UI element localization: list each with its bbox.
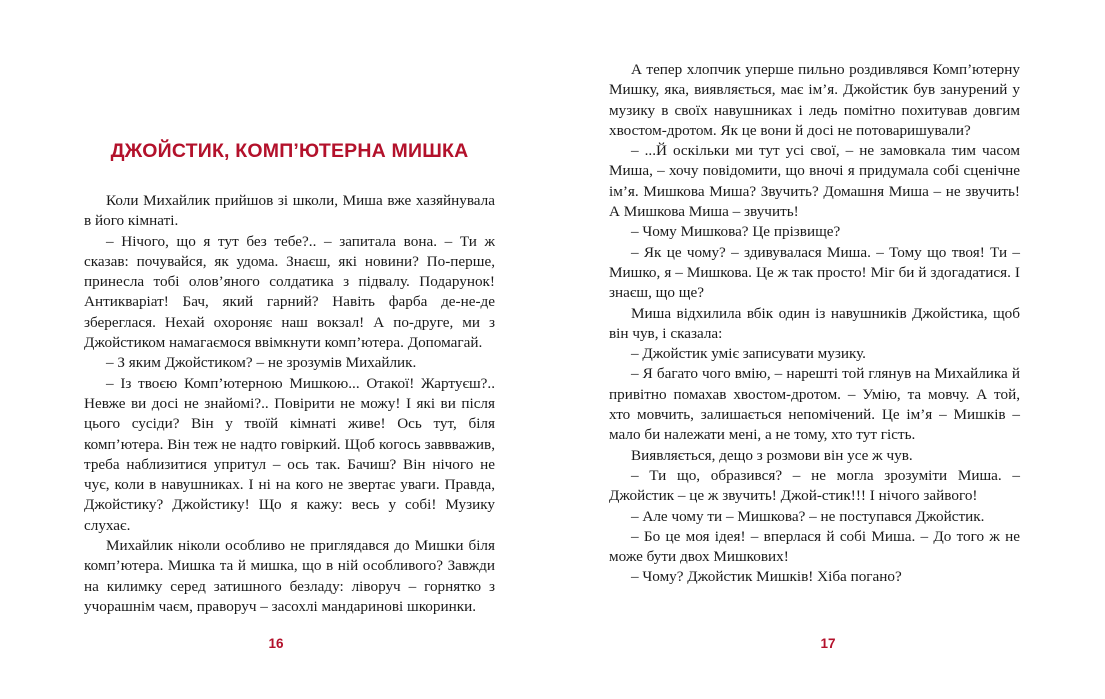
paragraph: – Як це чому? – здивувалася Миша. – Тому що твоя! Ти – Мишко, я – Мишкова. Це ж так просто! Міг би й здогадатися. І знаєш, що ще?: [609, 243, 1020, 302]
right-page-body: [609, 60, 1020, 588]
page-right: [552, 0, 1104, 699]
left-page-body: [84, 191, 495, 617]
paragraph: Миша відхилила вбік один із навушників Джойстика, щоб він чув, і сказала:: [609, 304, 1020, 342]
paragraph: – Ти що, образився? – не могла зрозуміти Миша. – Джойстик – це ж звучить! Джой-стик!!! І нічого зайвого!: [609, 466, 1020, 505]
paragraph: – Із твоєю Комп’ютерною Мишкою... Отакої! Жартуєш?.. Невже ви досі не знайомі?.. Повірити не можу! І які ви після цього сусіди? Він у твоїй кімнаті живе! Ось тут, біля комп’ютера. Він теж не надто говіркий. Щоб когось заввважив, треба наблизитися упритул – ось так. Бачиш? Він нічого не чує, коли в навушниках. І ні на кого не звертає уваги. Правда, Джойстику? Джойстику! Що я кажу: весь у собі! Музику слухає.: [84, 374, 495, 534]
chapter-title: ДЖОЙСТИК, КОМП’ЮТЕРНА МИШКА: [110, 140, 469, 162]
paragraph: – Я багато чого вмію, – нарешті той глянув на Михайлика й привітно помахав хвостом-дротом. – Умію, та мовчу. А той, хто мовчить, залишається непомічений. Це ім’я – Мишків – мало би належати мені, а не тому, хто тут гість.: [609, 365, 1020, 444]
paragraph: – ...Й оскільки ми тут усі свої, – не замовкала тим часом Миша, – хочу повідомити, що вночі я придумала собі сценічне ім’я. Мишкова Миша? Звучить? Домашня Миша – не звучить! А Мишкова Миша – звучить!: [609, 142, 1020, 221]
paragraph: – Чому? Джойстик Мишків! Хіба погано?: [631, 568, 902, 586]
paragraph: – Але чому ти – Мишкова? – не поступався Джойстик.: [631, 507, 985, 525]
paragraph: – Нічого, що я тут без тебе?.. – запитала вона. – Ти ж сказав: почувайся, як удома. Знаєш, які новини? По-перше, принесла тобі олов’яного солдатика з підвалу. Подарунок! Антикваріат! Бач, який гарний? Навіть фарба де-не-де збереглася. Нехай охороняє наш вокзал! А по-друге, ми з Джойстиком намагаємося ввімкнути комп’ютера. Допомагай.: [84, 232, 495, 352]
page-number-right: 17: [820, 636, 836, 651]
paragraph: – Джойстик уміє записувати музику.: [631, 345, 866, 363]
paragraph: Виявляється, дещо з розмови він усе ж чув.: [631, 446, 913, 464]
page-number-left: 16: [268, 636, 284, 651]
paragraph: А тепер хлопчик уперше пильно роздивлявся Комп’ютерну Мишку, яка, виявляється, має ім’я. Джойстик був занурений у музику в своїх навушниках і ледь помітно похитував довгим хвостом-дротом. Як це вони й досі не потоваришували?: [609, 61, 1020, 139]
page-left: [0, 0, 552, 699]
paragraph: Коли Михайлик прийшов зі школи, Миша вже хазяйнувала в його кімнаті.: [84, 192, 495, 230]
paragraph: – Чому Мишкова? Це прізвище?: [631, 223, 841, 241]
paragraph: – З яким Джойстиком? – не зрозумів Михайлик.: [106, 354, 417, 372]
paragraph: – Бо це моя ідея! – вперлася й собі Миша. – До того ж не може бути двох Мишкових!: [609, 527, 1020, 566]
paragraph: Михайлик ніколи особливо не приглядався до Мишки біля комп’ютера. Мишка та й мишка, що в ній особливого? Завжди на килимку серед затишного безладу: ліворуч – горнятко з учорашнім чаєм, праворуч – засохлі мандаринові шкоринки.: [84, 537, 495, 615]
